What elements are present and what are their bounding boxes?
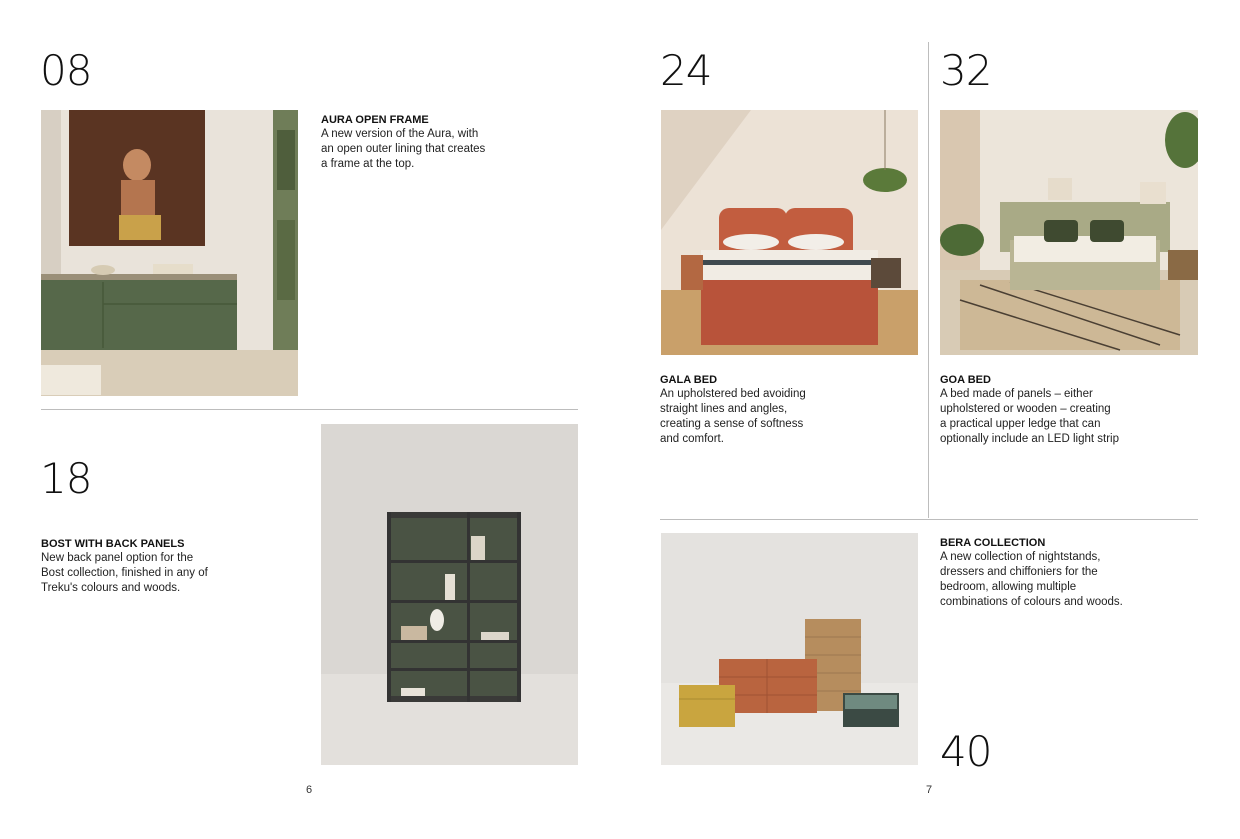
bera-description-line: dressers and chiffoniers for the	[940, 566, 1098, 578]
gala-description-line: An upholstered bed avoiding	[660, 388, 806, 400]
bera-description-line: A new collection of nightstands,	[940, 551, 1101, 563]
goa-photo	[940, 110, 1198, 355]
right-divider	[660, 519, 1198, 520]
section-number-aura: 08	[40, 46, 92, 95]
section-number-bera: 40	[940, 727, 992, 776]
goa-description-line: upholstered or wooden – creating	[940, 403, 1111, 415]
bera-description-line: bedroom, allowing multiple	[940, 581, 1077, 593]
goa-description-line: optionally include an LED light strip	[940, 433, 1119, 445]
bost-description	[41, 551, 261, 596]
bera-photo	[661, 533, 918, 765]
section-number-goa: 32	[940, 46, 992, 95]
aura-description-line: a frame at the top.	[321, 158, 415, 170]
aura-photo	[41, 110, 298, 396]
goa-description-line: a practical upper ledge that can	[940, 418, 1101, 430]
aura-description	[321, 127, 521, 172]
gala-description-line: straight lines and angles,	[660, 403, 788, 415]
gala-description	[660, 387, 890, 447]
gala-description-line: and comfort.	[660, 433, 724, 445]
section-number-gala: 24	[660, 46, 712, 95]
gala-title: GALA BED	[660, 374, 718, 386]
aura-description-line: A new version of the Aura, with	[321, 128, 479, 140]
aura-title: AURA OPEN FRAME	[321, 114, 429, 126]
section-number-bost: 18	[40, 454, 92, 503]
goa-description	[940, 387, 1180, 447]
vertical-divider	[928, 42, 929, 518]
goa-description-line: A bed made of panels – either	[940, 388, 1093, 400]
gala-photo	[661, 110, 918, 355]
left-divider	[41, 409, 578, 410]
aura-description-line: an open outer lining that creates	[321, 143, 486, 155]
bost-description-line: New back panel option for the	[41, 552, 194, 564]
bost-title: BOST WITH BACK PANELS	[41, 538, 185, 550]
goa-title: GOA BED	[940, 374, 991, 386]
bost-description-line: Bost collection, finished in any of	[41, 567, 208, 579]
bera-title: BERA COLLECTION	[940, 537, 1046, 549]
page-number-right: 7	[926, 784, 933, 796]
bost-description-line: Treku's colours and woods.	[41, 582, 181, 594]
page-number-left: 6	[306, 784, 313, 796]
bost-photo	[321, 424, 578, 765]
bera-description-line: combinations of colours and woods.	[940, 596, 1123, 608]
gala-description-line: creating a sense of softness	[660, 418, 804, 430]
bera-description	[940, 550, 1180, 610]
